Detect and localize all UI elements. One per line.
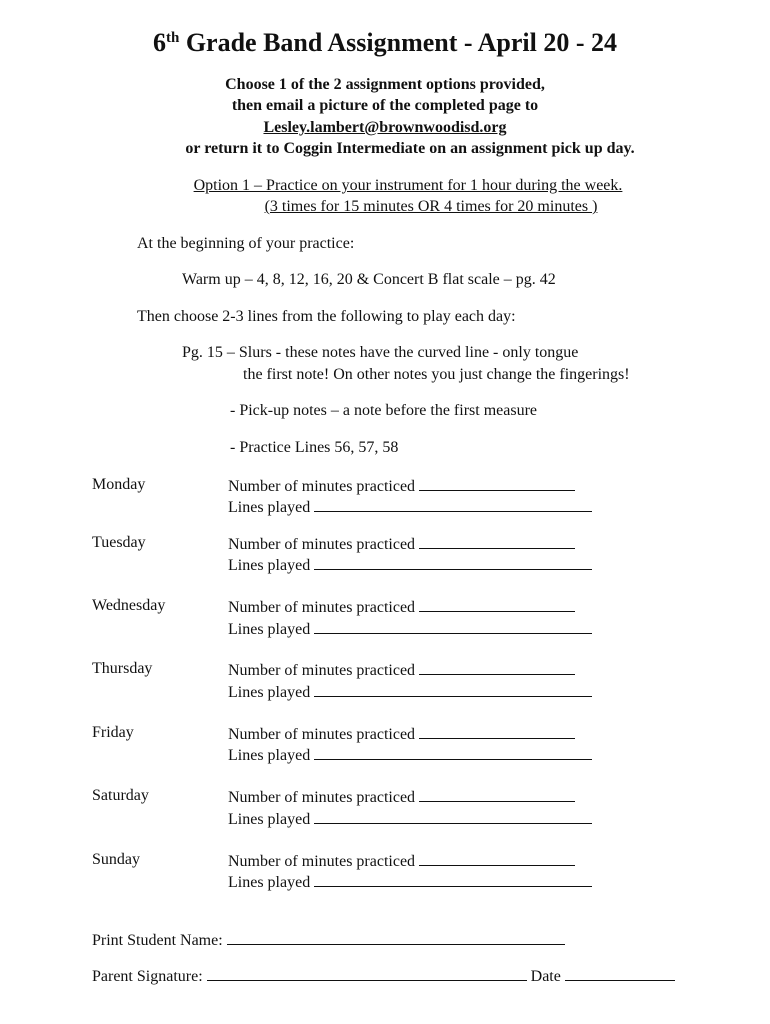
lines-blank-tuesday[interactable] xyxy=(314,555,592,570)
pickup-notes: - Pick-up notes – a note before the first measure xyxy=(230,402,538,419)
lines-row-wednesday: Lines played xyxy=(228,619,592,639)
minutes-row-friday: Number of minutes practiced xyxy=(228,724,575,744)
minutes-blank-thursday[interactable] xyxy=(419,660,575,675)
day-label-sunday: Sunday xyxy=(92,851,140,868)
lines-row-monday: Lines played xyxy=(228,497,592,517)
lines-blank-saturday[interactable] xyxy=(314,809,592,824)
minutes-blank-sunday[interactable] xyxy=(419,851,575,866)
day-label-thursday: Thursday xyxy=(92,660,153,677)
minutes-row-wednesday: Number of minutes practiced xyxy=(228,597,575,617)
student-name-blank[interactable] xyxy=(227,930,565,945)
title-suffix: th xyxy=(165,30,180,46)
lines-blank-friday[interactable] xyxy=(314,745,592,760)
parent-signature-row: Parent Signature: Date xyxy=(92,966,675,986)
minutes-blank-tuesday[interactable] xyxy=(419,534,575,549)
lines-row-thursday: Lines played xyxy=(228,682,592,702)
minutes-row-sunday: Number of minutes practiced xyxy=(228,851,575,871)
minutes-row-saturday: Number of minutes practiced xyxy=(228,787,575,807)
instruction-line-1: Choose 1 of the 2 assignment options provided, xyxy=(225,76,545,93)
minutes-row-monday: Number of minutes practiced xyxy=(228,476,575,496)
instruction-line-2: then email a picture of the completed page to xyxy=(231,97,539,114)
day-label-saturday: Saturday xyxy=(92,787,149,804)
date-blank[interactable] xyxy=(565,966,675,981)
option-heading: Option 1 – Practice on your instrument for 1 hour during the week. xyxy=(193,177,623,194)
minutes-blank-wednesday[interactable] xyxy=(419,597,575,612)
option-subheading: (3 times for 15 minutes OR 4 times for 20 minutes ) xyxy=(264,198,598,215)
lines-blank-monday[interactable] xyxy=(314,497,592,512)
slurs-line-2: the first note! On other notes you just change the fingerings! xyxy=(243,366,630,383)
minutes-blank-saturday[interactable] xyxy=(419,787,575,802)
minutes-blank-friday[interactable] xyxy=(419,724,575,739)
parent-signature-blank[interactable] xyxy=(207,966,527,981)
date-label: Date xyxy=(530,968,561,985)
choose-lines: Then choose 2-3 lines from the following to play each day: xyxy=(137,308,516,325)
minutes-row-thursday: Number of minutes practiced xyxy=(228,660,575,680)
minutes-row-tuesday: Number of minutes practiced xyxy=(228,534,575,554)
title-text: Grade Band Assignment - April 20 - 24 xyxy=(185,28,618,57)
practice-intro: At the beginning of your practice: xyxy=(137,235,355,252)
lines-row-sunday: Lines played xyxy=(228,872,592,892)
student-name-row: Print Student Name: xyxy=(92,930,565,950)
lines-blank-wednesday[interactable] xyxy=(314,619,592,634)
slurs-line-1: Pg. 15 – Slurs - these notes have the curved line - only tongue xyxy=(182,344,579,361)
lines-blank-sunday[interactable] xyxy=(314,872,592,887)
lines-row-tuesday: Lines played xyxy=(228,555,592,575)
lines-row-saturday: Lines played xyxy=(228,809,592,829)
day-label-tuesday: Tuesday xyxy=(92,534,146,551)
instruction-line-4: or return it to Coggin Intermediate on an assignment pick up day. xyxy=(185,140,635,157)
day-label-friday: Friday xyxy=(92,724,134,741)
day-label-monday: Monday xyxy=(92,476,146,493)
minutes-blank-monday[interactable] xyxy=(419,476,575,491)
title-number: 6 xyxy=(152,28,166,57)
practice-lines: - Practice Lines 56, 57, 58 xyxy=(230,439,399,456)
day-label-wednesday: Wednesday xyxy=(92,597,166,614)
warmup-line: Warm up – 4, 8, 12, 16, 20 & Concert B flat scale – pg. 42 xyxy=(182,271,556,288)
lines-row-friday: Lines played xyxy=(228,745,592,765)
lines-blank-thursday[interactable] xyxy=(314,682,592,697)
page-title xyxy=(0,28,770,58)
email-link[interactable]: Lesley.lambert@brownwoodisd.org xyxy=(263,119,507,136)
